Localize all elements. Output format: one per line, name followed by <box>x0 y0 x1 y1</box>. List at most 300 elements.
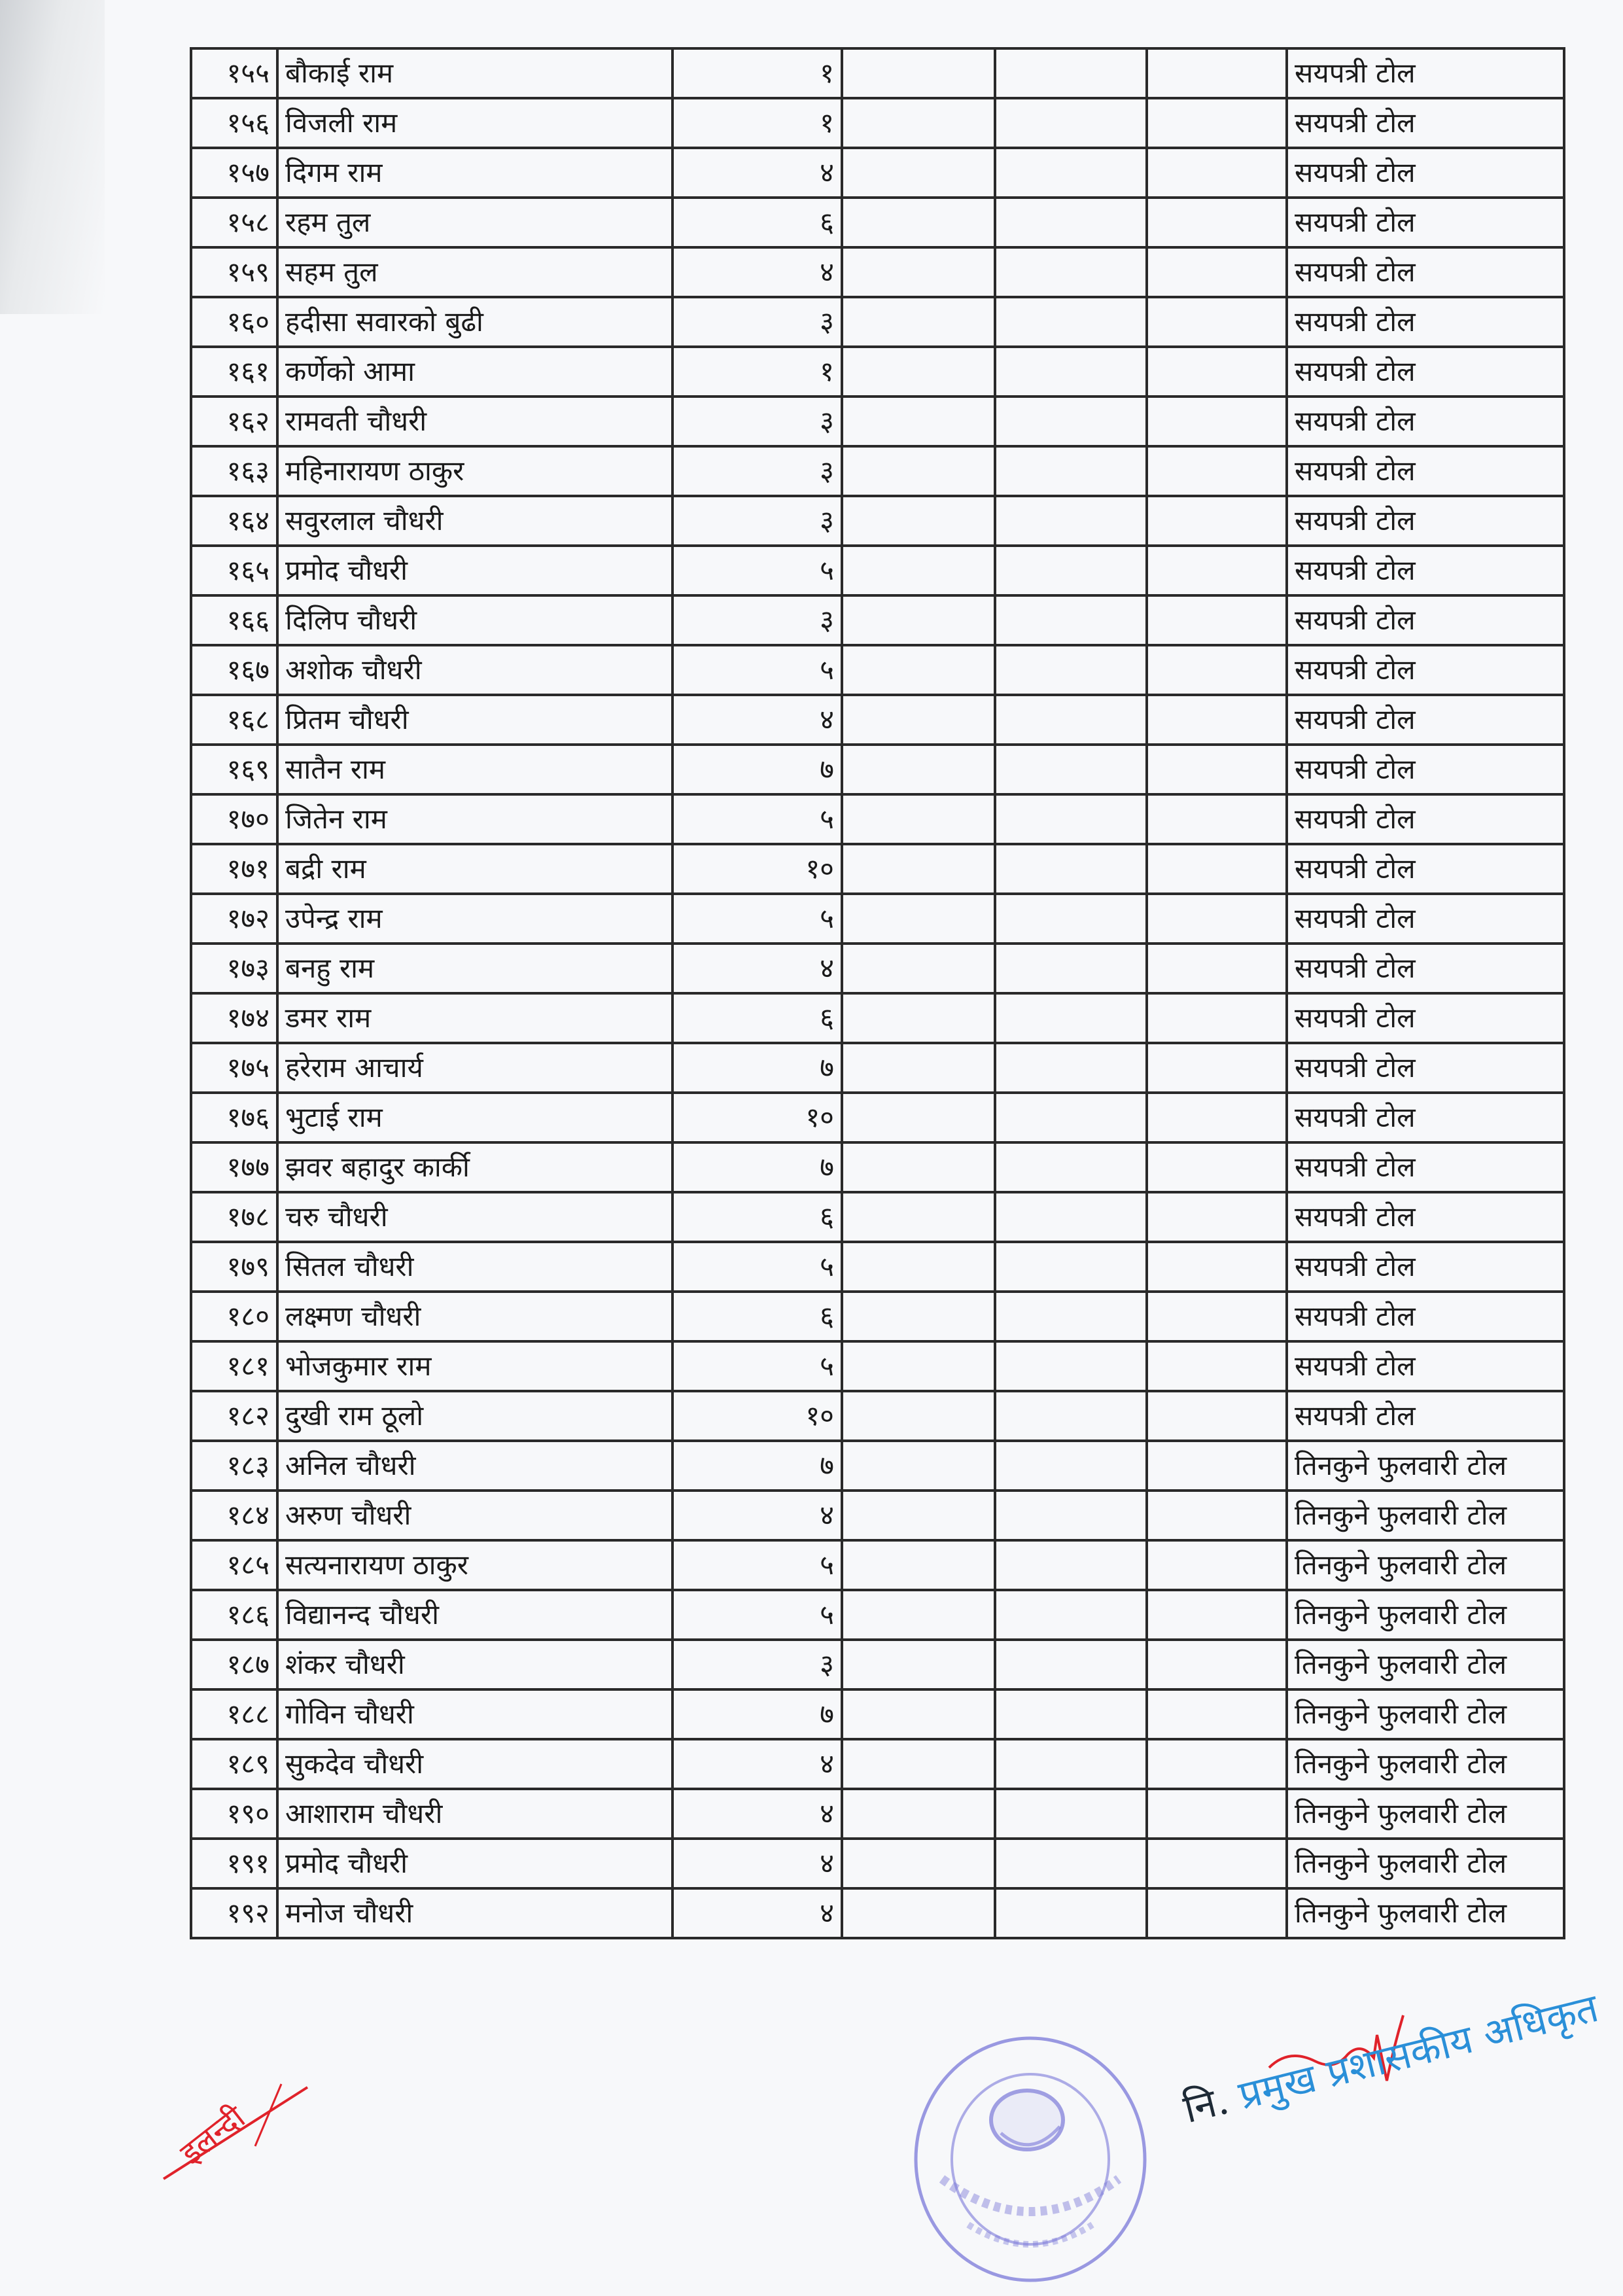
empty-cell <box>995 496 1147 546</box>
serial-number-cell: १८२ <box>191 1391 277 1441</box>
member-count-cell: १० <box>672 844 842 894</box>
member-count-cell: १० <box>672 1093 842 1142</box>
empty-cell <box>1147 1341 1287 1391</box>
left-signature <box>157 2068 366 2185</box>
empty-cell <box>842 1341 995 1391</box>
empty-cell <box>842 1391 995 1441</box>
name-cell: डमर राम <box>277 993 672 1043</box>
empty-cell <box>995 595 1147 645</box>
name-cell: दुखी राम ठूलो <box>277 1391 672 1441</box>
empty-cell <box>842 1491 995 1540</box>
serial-number-cell: १८० <box>191 1292 277 1341</box>
empty-cell <box>995 1441 1147 1491</box>
empty-cell <box>995 794 1147 844</box>
member-count-cell: ४ <box>672 1491 842 1540</box>
table-row <box>191 48 1564 98</box>
tole-cell: सयपत्री टोल <box>1287 695 1564 745</box>
member-count-cell: ३ <box>672 446 842 496</box>
member-count-cell: १० <box>672 1391 842 1441</box>
name-cell: उपेन्द्र राम <box>277 894 672 944</box>
serial-number-cell: १९१ <box>191 1839 277 1888</box>
empty-cell <box>842 297 995 347</box>
member-count-cell: ७ <box>672 1689 842 1739</box>
name-cell: अनिल चौधरी <box>277 1441 672 1491</box>
name-cell: महिनारायण ठाकुर <box>277 446 672 496</box>
tole-cell: तिनकुने फुलवारी टोल <box>1287 1491 1564 1540</box>
empty-cell <box>995 1640 1147 1689</box>
table-row <box>191 1491 1564 1540</box>
table-row <box>191 1043 1564 1093</box>
serial-number-cell: १६८ <box>191 695 277 745</box>
serial-number-cell: १८८ <box>191 1689 277 1739</box>
member-count-cell: ३ <box>672 1640 842 1689</box>
tole-cell: सयपत्री टोल <box>1287 1242 1564 1292</box>
member-count-cell: ४ <box>672 1739 842 1789</box>
empty-cell <box>1147 1888 1287 1938</box>
serial-number-cell: १८५ <box>191 1540 277 1590</box>
serial-number-cell: १७७ <box>191 1142 277 1192</box>
tole-cell: सयपत्री टोल <box>1287 1142 1564 1192</box>
empty-cell <box>842 1789 995 1839</box>
seal-stamp-icon <box>903 2028 1158 2290</box>
serial-number-cell: १८९ <box>191 1739 277 1789</box>
empty-cell <box>1147 1689 1287 1739</box>
register-body <box>191 48 1564 1938</box>
empty-cell <box>1147 1491 1287 1540</box>
empty-cell <box>995 1789 1147 1839</box>
tole-cell: तिनकुने फुलवारी टोल <box>1287 1590 1564 1640</box>
empty-cell <box>842 1043 995 1093</box>
table-row <box>191 844 1564 894</box>
member-count-cell: ४ <box>672 1888 842 1938</box>
tole-cell: सयपत्री टोल <box>1287 446 1564 496</box>
table-row <box>191 993 1564 1043</box>
member-count-cell: ६ <box>672 993 842 1043</box>
serial-number-cell: १७३ <box>191 944 277 993</box>
empty-cell <box>1147 347 1287 397</box>
empty-cell <box>1147 993 1287 1043</box>
empty-cell <box>995 98 1147 148</box>
empty-cell <box>995 894 1147 944</box>
empty-cell <box>995 546 1147 595</box>
tole-cell: सयपत्री टोल <box>1287 1341 1564 1391</box>
name-cell: लक्ष्मण चौधरी <box>277 1292 672 1341</box>
table-row <box>191 297 1564 347</box>
member-count-cell: १ <box>672 347 842 397</box>
tole-cell: सयपत्री टोल <box>1287 645 1564 695</box>
empty-cell <box>995 297 1147 347</box>
name-cell: सवुरलाल चौधरी <box>277 496 672 546</box>
empty-cell <box>842 446 995 496</box>
table-row <box>191 745 1564 794</box>
tole-cell: सयपत्री टोल <box>1287 347 1564 397</box>
empty-cell <box>1147 695 1287 745</box>
member-count-cell: ४ <box>672 247 842 297</box>
name-cell: हदीसा सवारको बुढी <box>277 297 672 347</box>
table-row <box>191 1242 1564 1292</box>
serial-number-cell: १५५ <box>191 48 277 98</box>
member-count-cell: ४ <box>672 944 842 993</box>
table-row <box>191 894 1564 944</box>
name-cell: भुटाई राम <box>277 1093 672 1142</box>
empty-cell <box>1147 1142 1287 1192</box>
name-cell: अशोक चौधरी <box>277 645 672 695</box>
empty-cell <box>842 595 995 645</box>
table-row <box>191 247 1564 297</box>
serial-number-cell: १६२ <box>191 397 277 446</box>
table-row <box>191 1689 1564 1739</box>
empty-cell <box>842 198 995 247</box>
serial-number-cell: १७६ <box>191 1093 277 1142</box>
table-row <box>191 1540 1564 1590</box>
tole-cell: तिनकुने फुलवारी टोल <box>1287 1839 1564 1888</box>
table-row <box>191 1888 1564 1938</box>
table-row <box>191 1391 1564 1441</box>
empty-cell <box>842 944 995 993</box>
serial-number-cell: १७९ <box>191 1242 277 1292</box>
empty-cell <box>842 48 995 98</box>
member-count-cell: ४ <box>672 148 842 198</box>
empty-cell <box>1147 1043 1287 1093</box>
empty-cell <box>842 247 995 297</box>
empty-cell <box>995 148 1147 198</box>
empty-cell <box>842 1540 995 1590</box>
tole-cell: सयपत्री टोल <box>1287 1093 1564 1142</box>
name-cell: भोजकुमार राम <box>277 1341 672 1391</box>
member-count-cell: ७ <box>672 745 842 794</box>
empty-cell <box>842 1689 995 1739</box>
serial-number-cell: १८६ <box>191 1590 277 1640</box>
tole-cell: सयपत्री टोल <box>1287 148 1564 198</box>
serial-number-cell: १९० <box>191 1789 277 1839</box>
table-row <box>191 1441 1564 1491</box>
empty-cell <box>842 1142 995 1192</box>
empty-cell <box>1147 48 1287 98</box>
name-cell: सुकदेव चौधरी <box>277 1739 672 1789</box>
name-cell: सत्यनारायण ठाकुर <box>277 1540 672 1590</box>
serial-number-cell: १५७ <box>191 148 277 198</box>
empty-cell <box>842 894 995 944</box>
table-row <box>191 944 1564 993</box>
name-cell: दिलिप चौधरी <box>277 595 672 645</box>
empty-cell <box>842 993 995 1043</box>
empty-cell <box>995 1093 1147 1142</box>
serial-number-cell: १६७ <box>191 645 277 695</box>
name-cell: जितेन राम <box>277 794 672 844</box>
empty-cell <box>1147 1540 1287 1590</box>
serial-number-cell: १६३ <box>191 446 277 496</box>
empty-cell <box>1147 148 1287 198</box>
empty-cell <box>1147 595 1287 645</box>
empty-cell <box>1147 1192 1287 1242</box>
table-row <box>191 1192 1564 1242</box>
serial-number-cell: १८१ <box>191 1341 277 1391</box>
tole-cell: तिनकुने फुलवारी टोल <box>1287 1689 1564 1739</box>
empty-cell <box>842 1640 995 1689</box>
name-cell: सहम तुल <box>277 247 672 297</box>
empty-cell <box>995 645 1147 695</box>
table-row <box>191 1341 1564 1391</box>
household-register-table <box>190 47 1565 1939</box>
tole-cell: तिनकुने फुलवारी टोल <box>1287 1739 1564 1789</box>
member-count-cell: ५ <box>672 1540 842 1590</box>
empty-cell <box>1147 496 1287 546</box>
tole-cell: सयपत्री टोल <box>1287 397 1564 446</box>
empty-cell <box>1147 1242 1287 1292</box>
tole-cell: सयपत्री टोल <box>1287 1391 1564 1441</box>
empty-cell <box>842 1839 995 1888</box>
empty-cell <box>995 1043 1147 1093</box>
table-row <box>191 1789 1564 1839</box>
empty-cell <box>995 993 1147 1043</box>
tole-cell: सयपत्री टोल <box>1287 794 1564 844</box>
empty-cell <box>995 1590 1147 1640</box>
empty-cell <box>842 397 995 446</box>
table-row <box>191 1739 1564 1789</box>
empty-cell <box>842 1590 995 1640</box>
serial-number-cell: १५९ <box>191 247 277 297</box>
empty-cell <box>995 397 1147 446</box>
empty-cell <box>842 496 995 546</box>
member-count-cell: ३ <box>672 496 842 546</box>
tole-cell: तिनकुने फुलवारी टोल <box>1287 1441 1564 1491</box>
empty-cell <box>1147 198 1287 247</box>
serial-number-cell: १६१ <box>191 347 277 397</box>
name-cell: शंकर चौधरी <box>277 1640 672 1689</box>
empty-cell <box>1147 98 1287 148</box>
table-row <box>191 595 1564 645</box>
member-count-cell: ६ <box>672 198 842 247</box>
designation-title: प्रमुख प्रशासकीय अधिकृत <box>1234 1985 1603 2119</box>
left-signature-text: इलन्दी <box>173 2099 253 2172</box>
empty-cell <box>842 695 995 745</box>
member-count-cell: ४ <box>672 1839 842 1888</box>
tole-cell: सयपत्री टोल <box>1287 198 1564 247</box>
empty-cell <box>995 446 1147 496</box>
serial-number-cell: १७० <box>191 794 277 844</box>
member-count-cell: ५ <box>672 546 842 595</box>
table-row <box>191 1142 1564 1192</box>
empty-cell <box>1147 844 1287 894</box>
empty-cell <box>842 1292 995 1341</box>
member-count-cell: १ <box>672 98 842 148</box>
empty-cell <box>1147 944 1287 993</box>
empty-cell <box>995 1540 1147 1590</box>
empty-cell <box>995 1839 1147 1888</box>
table-row <box>191 496 1564 546</box>
empty-cell <box>1147 1839 1287 1888</box>
serial-number-cell: १७५ <box>191 1043 277 1093</box>
name-cell: कर्णेको आमा <box>277 347 672 397</box>
empty-cell <box>842 794 995 844</box>
page-fold-shadow <box>0 0 105 314</box>
serial-number-cell: १५६ <box>191 98 277 148</box>
name-cell: प्रमोद चौधरी <box>277 1839 672 1888</box>
name-cell: आशाराम चौधरी <box>277 1789 672 1839</box>
empty-cell <box>1147 894 1287 944</box>
empty-cell <box>995 1391 1147 1441</box>
member-count-cell: ५ <box>672 894 842 944</box>
tole-cell: सयपत्री टोल <box>1287 1043 1564 1093</box>
empty-cell <box>842 1093 995 1142</box>
serial-number-cell: १५८ <box>191 198 277 247</box>
serial-number-cell: १६४ <box>191 496 277 546</box>
member-count-cell: ३ <box>672 595 842 645</box>
serial-number-cell: १६० <box>191 297 277 347</box>
tole-cell: तिनकुने फुलवारी टोल <box>1287 1888 1564 1938</box>
table-row <box>191 546 1564 595</box>
name-cell: प्रितम चौधरी <box>277 695 672 745</box>
tole-cell: सयपत्री टोल <box>1287 745 1564 794</box>
name-cell: विजली राम <box>277 98 672 148</box>
table-row <box>191 695 1564 745</box>
table-row <box>191 1590 1564 1640</box>
tole-cell: सयपत्री टोल <box>1287 944 1564 993</box>
tole-cell: सयपत्री टोल <box>1287 496 1564 546</box>
member-count-cell: १ <box>672 48 842 98</box>
empty-cell <box>1147 397 1287 446</box>
serial-number-cell: १८३ <box>191 1441 277 1491</box>
name-cell: विद्यानन्द चौधरी <box>277 1590 672 1640</box>
table-row <box>191 1640 1564 1689</box>
empty-cell <box>1147 247 1287 297</box>
name-cell: बौकाई राम <box>277 48 672 98</box>
tole-cell: तिनकुने फुलवारी टोल <box>1287 1540 1564 1590</box>
tole-cell: सयपत्री टोल <box>1287 993 1564 1043</box>
empty-cell <box>842 546 995 595</box>
empty-cell <box>995 944 1147 993</box>
tole-cell: सयपत्री टोल <box>1287 247 1564 297</box>
name-cell: मनोज चौधरी <box>277 1888 672 1938</box>
member-count-cell: ७ <box>672 1043 842 1093</box>
tole-cell: तिनकुने फुलवारी टोल <box>1287 1789 1564 1839</box>
serial-number-cell: १७१ <box>191 844 277 894</box>
empty-cell <box>1147 1292 1287 1341</box>
table-row <box>191 794 1564 844</box>
empty-cell <box>842 1739 995 1789</box>
empty-cell <box>1147 1391 1287 1441</box>
empty-cell <box>842 98 995 148</box>
member-count-cell: ३ <box>672 397 842 446</box>
empty-cell <box>995 1689 1147 1739</box>
empty-cell <box>1147 645 1287 695</box>
empty-cell <box>995 695 1147 745</box>
table-row <box>191 645 1564 695</box>
serial-number-cell: १८७ <box>191 1640 277 1689</box>
empty-cell <box>842 347 995 397</box>
empty-cell <box>1147 1789 1287 1839</box>
member-count-cell: ७ <box>672 1441 842 1491</box>
name-cell: हरेराम आचार्य <box>277 1043 672 1093</box>
tole-cell: सयपत्री टोल <box>1287 98 1564 148</box>
member-count-cell: ५ <box>672 794 842 844</box>
member-count-cell: ६ <box>672 1292 842 1341</box>
tole-cell: सयपत्री टोल <box>1287 894 1564 944</box>
designation-prefix: नि. <box>1179 2077 1234 2133</box>
member-count-cell: ५ <box>672 1242 842 1292</box>
empty-cell <box>842 645 995 695</box>
serial-number-cell: १८४ <box>191 1491 277 1540</box>
name-cell: रहम तुल <box>277 198 672 247</box>
member-count-cell: ३ <box>672 297 842 347</box>
table-row <box>191 1093 1564 1142</box>
empty-cell <box>995 1341 1147 1391</box>
name-cell: गोविन चौधरी <box>277 1689 672 1739</box>
empty-cell <box>842 1888 995 1938</box>
empty-cell <box>1147 794 1287 844</box>
serial-number-cell: १७८ <box>191 1192 277 1242</box>
table-row <box>191 1292 1564 1341</box>
tole-cell: सयपत्री टोल <box>1287 546 1564 595</box>
empty-cell <box>842 1192 995 1242</box>
empty-cell <box>995 1192 1147 1242</box>
empty-cell <box>842 745 995 794</box>
serial-number-cell: १६६ <box>191 595 277 645</box>
name-cell: सातैन राम <box>277 745 672 794</box>
table-row <box>191 1839 1564 1888</box>
empty-cell <box>842 1441 995 1491</box>
name-cell: रामवती चौधरी <box>277 397 672 446</box>
tole-cell: सयपत्री टोल <box>1287 48 1564 98</box>
tole-cell: तिनकुने फुलवारी टोल <box>1287 1640 1564 1689</box>
member-count-cell: ७ <box>672 1142 842 1192</box>
empty-cell <box>1147 1640 1287 1689</box>
empty-cell <box>995 1491 1147 1540</box>
table-row <box>191 148 1564 198</box>
table-row <box>191 198 1564 247</box>
tole-cell: सयपत्री टोल <box>1287 595 1564 645</box>
empty-cell <box>995 48 1147 98</box>
member-count-cell: ४ <box>672 695 842 745</box>
empty-cell <box>842 148 995 198</box>
member-count-cell: ५ <box>672 645 842 695</box>
empty-cell <box>995 1242 1147 1292</box>
serial-number-cell: १७४ <box>191 993 277 1043</box>
empty-cell <box>842 844 995 894</box>
office-seal <box>903 2028 1158 2290</box>
table-row <box>191 98 1564 148</box>
empty-cell <box>995 844 1147 894</box>
table-row <box>191 397 1564 446</box>
empty-cell <box>1147 546 1287 595</box>
table-row <box>191 347 1564 397</box>
empty-cell <box>995 1292 1147 1341</box>
empty-cell <box>995 247 1147 297</box>
empty-cell <box>1147 297 1287 347</box>
serial-number-cell: १६९ <box>191 745 277 794</box>
empty-cell <box>995 1142 1147 1192</box>
member-count-cell: ४ <box>672 1789 842 1839</box>
empty-cell <box>1147 1093 1287 1142</box>
serial-number-cell: १६५ <box>191 546 277 595</box>
tole-cell: सयपत्री टोल <box>1287 844 1564 894</box>
name-cell: झवर बहादुर कार्की <box>277 1142 672 1192</box>
empty-cell <box>1147 1590 1287 1640</box>
name-cell: बद्री राम <box>277 844 672 894</box>
empty-cell <box>1147 1739 1287 1789</box>
name-cell: प्रमोद चौधरी <box>277 546 672 595</box>
empty-cell <box>1147 745 1287 794</box>
name-cell: बनहु राम <box>277 944 672 993</box>
name-cell: सितल चौधरी <box>277 1242 672 1292</box>
tole-cell: सयपत्री टोल <box>1287 1292 1564 1341</box>
name-cell: चरु चौधरी <box>277 1192 672 1242</box>
name-cell: दिगम राम <box>277 148 672 198</box>
empty-cell <box>995 198 1147 247</box>
empty-cell <box>995 347 1147 397</box>
member-count-cell: ५ <box>672 1341 842 1391</box>
empty-cell <box>995 745 1147 794</box>
